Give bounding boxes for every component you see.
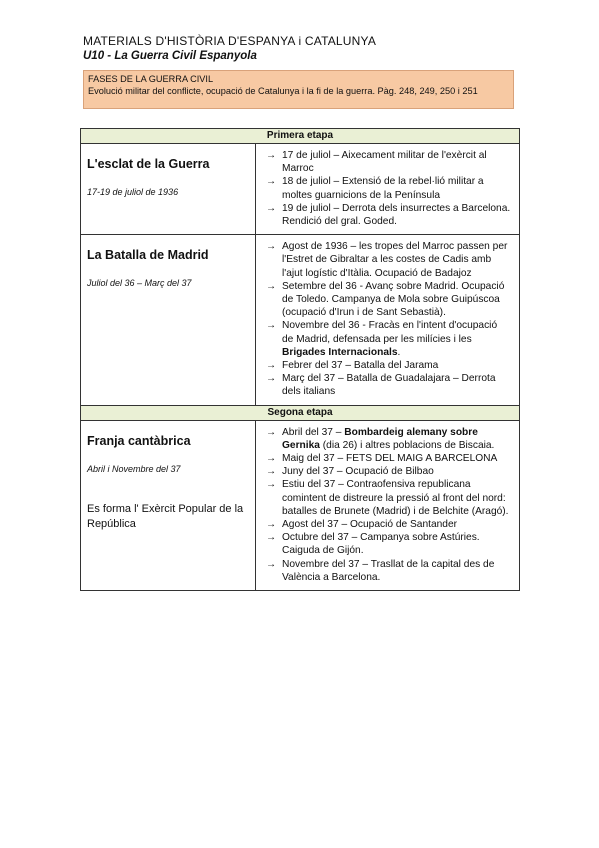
event-item <box>264 359 511 372</box>
phase-row <box>81 235 520 405</box>
stage-row <box>81 405 520 420</box>
arrow-icon: → <box>266 519 277 531</box>
event-text: Novembre del 37 – Trasllat de la capital des de València a Barcelona. <box>282 558 495 583</box>
event-list <box>264 240 511 398</box>
event-item <box>264 202 511 228</box>
event-item <box>264 531 511 557</box>
arrow-icon: → <box>266 558 277 570</box>
event-text: 19 de juliol – Derrota dels insurrectes a Barcelona. Rendició del gral. Goded. <box>282 202 511 228</box>
event-list <box>264 426 511 584</box>
event-item <box>264 558 511 584</box>
event-text: Juny del 37 – Ocupació de Bilbao <box>282 466 434 478</box>
event-text: Maig del 37 – FETS DEL MAIG A BARCELONA <box>282 453 498 465</box>
phase-title: Franja cantàbrica <box>87 433 191 448</box>
event-text: Març del 37 – Batalla de Guadalajara – Derrota dels italians <box>282 373 496 398</box>
event-text-bold: Brigades Internacionals <box>282 346 398 358</box>
event-item <box>264 465 511 478</box>
unit-title: U10 - La Guerra Civil Espanyola <box>83 50 257 62</box>
event-text: Estiu del 37 – Contraofensiva republicana comintent de distreure la pressió al front del nord: batalles de Brunete (Madrid) i de Belchite (Aragó). <box>282 479 509 517</box>
phase-row <box>81 144 520 235</box>
event-text: . <box>397 346 401 358</box>
arrow-icon: → <box>266 202 277 214</box>
event-text: Novembre del 36 - Fracàs en l'intent d'ocupació de Madrid, defensada per les milícies i les <box>282 320 498 345</box>
event-text: Abril del 37 – <box>282 426 345 438</box>
phase-title: L'esclat de la Guerra <box>87 157 210 171</box>
event-item <box>264 280 511 320</box>
event-list <box>264 149 511 228</box>
arrow-icon: → <box>266 532 277 544</box>
event-item <box>264 426 511 452</box>
arrow-icon: → <box>266 373 277 385</box>
arrow-icon: → <box>266 453 277 465</box>
course-title: MATERIALS D'HISTÒRIA D'ESPANYA i CATALUNYA <box>83 34 377 48</box>
event-text: 18 de juliol – Extensió de la rebel·lió militar a moltes guarnicions de la Península <box>282 176 484 201</box>
arrow-icon: → <box>266 479 277 491</box>
arrow-icon: → <box>266 466 277 478</box>
event-item <box>264 518 511 531</box>
phase-note: Es forma l' Exèrcit Popular de la República <box>87 503 244 531</box>
phase-date: Abril i Novembre del 37 <box>87 463 181 474</box>
event-text-bold: Bombardeig alemany sobre Gernika <box>282 426 478 451</box>
phase-date: Juliol del 36 – Març del 37 <box>87 278 192 289</box>
phase-row <box>81 420 520 590</box>
phase-events-cell <box>256 420 520 590</box>
arrow-icon: → <box>266 241 277 253</box>
phase-info-cell <box>81 144 256 235</box>
event-item <box>264 372 511 398</box>
arrow-icon: → <box>266 320 277 332</box>
event-text: Febrer del 37 – Batalla del Jarama <box>282 360 439 372</box>
event-text: Setembre del 36 - Avanç sobre Madrid. Ocupació de Toledo. Campanya de Mola sobre Guipúscoa (ocupació d'Irun i de Sant Sebastià). <box>282 280 505 319</box>
event-item <box>264 319 511 359</box>
arrow-icon: → <box>266 280 277 292</box>
event-text: (dia 26) i altres poblacions de Biscaia. <box>319 439 495 451</box>
arrow-icon: → <box>266 150 277 161</box>
phases-table <box>80 128 520 591</box>
phase-info-cell <box>81 235 256 405</box>
event-item <box>264 175 511 201</box>
stage-row <box>81 129 520 144</box>
phase-events-cell <box>256 235 520 405</box>
phase-events-cell <box>256 144 520 235</box>
event-item <box>264 149 511 175</box>
event-item <box>264 452 511 465</box>
event-item <box>264 240 511 280</box>
event-text: Octubre del 37 – Campanya sobre Astúries. Caiguda de Gijón. <box>282 532 480 557</box>
arrow-icon: → <box>266 176 277 188</box>
stage-label: Primera etapa <box>81 129 520 144</box>
topic-box <box>83 70 514 109</box>
event-text: Agost del 37 – Ocupació de Santander <box>282 519 458 531</box>
arrow-icon: → <box>266 360 277 372</box>
event-text: 17 de juliol – Aixecament militar de l'exèrcit al Marroc <box>282 150 487 175</box>
phase-title: La Batalla de Madrid <box>87 248 209 263</box>
event-text: Agost de 1936 – les tropes del Marroc passen per l'Estret de Gibraltar a les costes de Cadis amb l'ajut logístic d'Itàlia. Ocupació de Badajoz <box>282 241 508 279</box>
page-header <box>83 34 523 63</box>
topic-title: FASES DE LA GUERRA CIVIL <box>88 74 214 84</box>
phase-info-cell <box>81 420 256 590</box>
event-item <box>264 478 511 518</box>
topic-description: Evolució militar del conflicte, ocupació de Catalunya i la fi de la guerra. Pàg. 248, 249, 250 i 251 <box>88 86 478 96</box>
arrow-icon: → <box>266 426 277 438</box>
phase-date: 17-19 de juliol de 1936 <box>87 187 179 198</box>
phases-table-body <box>81 129 520 591</box>
stage-label: Segona etapa <box>81 405 520 420</box>
